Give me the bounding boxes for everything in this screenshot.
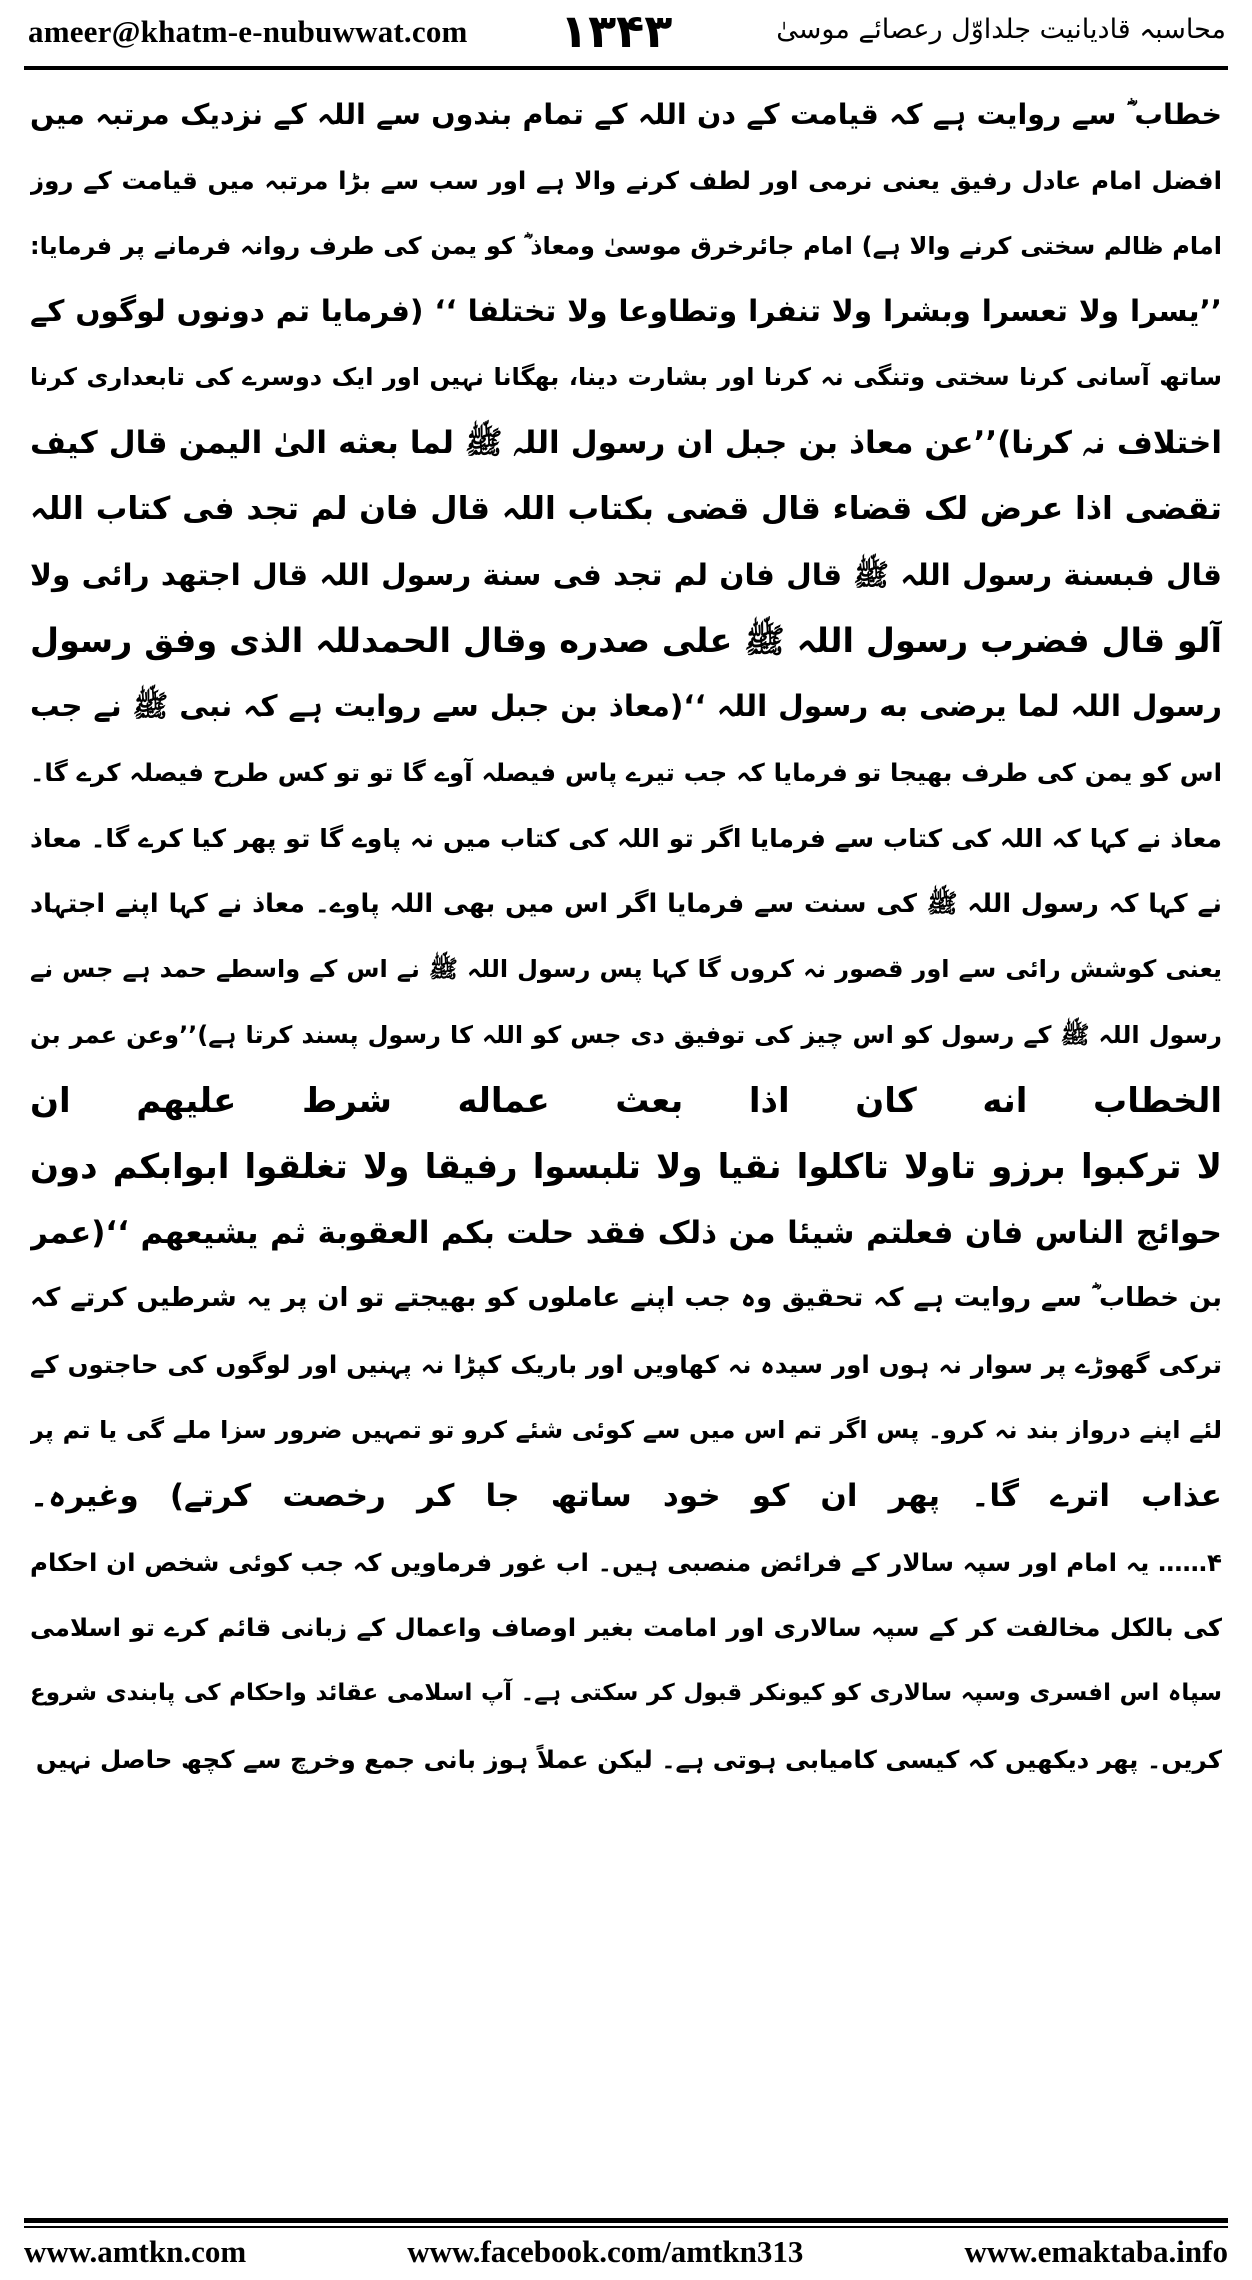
text-line: ’’یسرا ولا تعسرا وبشرا ولا تنفرا وتطاوعا ولا تختلفا ‘‘ (فرمایا تم دونوں لوگوں کے (30, 294, 1222, 329)
text-line: سپاہ اس افسری وسپہ سالاری کو کیونکر قبول کر سکتی ہے۔ آپ اسلامی عقائد واحکام کی پابندی شروع (30, 1680, 1222, 1707)
text-line: اختلاف نہ کرنا)’’عن معاذ بن جبل ان رسول اللہ ﷺ لما بعثه الیٰ الیمن قال کیف (30, 424, 1222, 461)
text-line: ترکی گھوڑے پر سوار نہ ہوں اور سیدہ نہ کھاویں اور باریک کپڑا نہ پہنیں اور لوگوں کی حاجتوں کے (30, 1350, 1222, 1380)
footer-rule-thick (24, 2218, 1228, 2223)
footer-rule-thin (24, 2226, 1228, 2228)
text-line: کریں۔ پھر دیکھیں کہ کیسی کامیابی ہوتی ہے۔ لیکن عملاً ہوز بانی جمع وخرچ سے کچھ حاصل نہیں (35, 1744, 1222, 1774)
footer-link-emaktaba[interactable]: www.emaktaba.info (964, 2234, 1228, 2269)
footer-link-facebook[interactable]: www.facebook.com/amtkn313 (407, 2234, 804, 2269)
text-line: لئے اپنے درواز بند نہ کرو۔ پس اگر تم اس میں سے کوئی شئے کرو تو تمہیں ضرور سزا ملے گی یا تم پر (30, 1415, 1222, 1444)
page-number: ۱۳۴۳ (560, 4, 673, 58)
text-line: الخطاب انه کان اذا بعث عماله شرط علیهم ان (30, 1080, 1222, 1121)
text-line: یعنی کوشش رائی سے اور قصور نہ کروں گا کہا پس رسول اللہ ﷺ نے اس کے واسطے حمد ہے جس نے (30, 955, 1222, 984)
text-line: ۴…… یہ امام اور سپہ سالار کے فرائض منصبی ہیں۔ اب غور فرماویں کہ جب کوئی شخص ان احکام (30, 1547, 1222, 1577)
text-line: معاذ نے کہا کہ اللہ کی کتاب سے فرمایا اگر تو اللہ کی کتاب میں نہ پاوے گا تو پھر کیا کرے گا۔ معاذ (30, 823, 1222, 853)
text-line: قال فبسنة رسول اللہ ﷺ قال فان لم تجد فی سنة رسول اللہ قال اجتهد رائی ولا (30, 557, 1222, 592)
text-line: عذاب اترے گا۔ پھر ان کو خود ساتھ جا کر رخصت کرتے) وغیرہ۔ (30, 1477, 1222, 1514)
text-line: ساتھ آسانی کرنا سختی وتنگی نہ کرنا اور بشارت دینا، بھگانا نہیں اور ایک دوسرے کی تابعداری کرنا (30, 363, 1222, 392)
text-line: حوائج الناس فان فعلتم شیئا من ذلک فقد حلت بکم العقوبة ثم یشیعهم ‘‘(عمر (30, 1214, 1222, 1251)
text-line: کی بالکل مخالفت کر کے سپہ سالاری اور امامت بغیر اوصاف واعمال کے زبانی قائم کرے تو اسلامی (30, 1613, 1222, 1643)
book-title: محاسبہ قادیانیت جلداوّل رعصائے موسیٰ (776, 14, 1226, 45)
body-text (30, 82, 1222, 1793)
text-line: رسول اللہ ﷺ کے رسول کو اس چیز کی توفیق دی جس کو اللہ کا رسول پسند کرتا ہے)’’وعن عمر بن (30, 1021, 1222, 1050)
text-line: رسول اللہ لما یرضی به رسول اللہ ‘‘(معاذ بن جبل سے روایت ہے کہ نبی ﷺ نے جب (30, 689, 1222, 724)
text-line: افضل امام عادل رفیق یعنی نرمی اور لطف کرنے والا ہے اور سب سے بڑا مرتبہ میں قیامت کے روز (30, 165, 1222, 195)
page-header (0, 0, 1252, 66)
text-line: تقضی اذا عرض لک قضاء قال قضی بکتاب اللہ قال فان لم تجد فی کتاب اللہ (30, 490, 1222, 527)
text-line: لا ترکبوا برزو تاولا تاکلوا نقیا ولا تلبسوا رفیقا ولا تغلقوا ابوابکم دون (30, 1146, 1222, 1187)
header-rule (24, 66, 1228, 70)
text-line: آلو قال فضرب رسول اللہ ﷺ علی صدره وقال الحمدللہ الذی وفق رسول (30, 621, 1222, 661)
header-email: ameer@khatm-e-nubuwwat.com (28, 14, 468, 49)
text-line: اس کو یمن کی طرف بھیجا تو فرمایا کہ جب تیرے پاس فیصلہ آوے گا تو تو کس طرح فیصلہ کرے گا۔ (30, 757, 1222, 787)
text-line: امام ظالم سختی کرنے والا ہے) امام جائرخرق موسیٰ ومعاذ ؓ کو یمن کی طرف روانہ فرمانے پر فرمایا: (30, 231, 1222, 260)
text-line: نے کہا کہ رسول اللہ ﷺ کی سنت سے فرمایا اگر اس میں بھی اللہ پاوے۔ معاذ نے کہا اپنے اجتہاد (30, 888, 1222, 919)
text-line: خطاب ؓ سے روایت ہے کہ قیامت کے دن اللہ کے تمام بندوں سے اللہ کے نزدیک مرتبہ میں (30, 98, 1222, 131)
page-footer (24, 2232, 1228, 2272)
footer-link-amtkn[interactable]: www.amtkn.com (24, 2234, 247, 2269)
text-line: بن خطاب ؓ سے روایت ہے کہ تحقیق وہ جب اپنے عاملوں کو بھیجتے تو ان پر یہ شرطیں کرتے کہ (30, 1283, 1222, 1314)
